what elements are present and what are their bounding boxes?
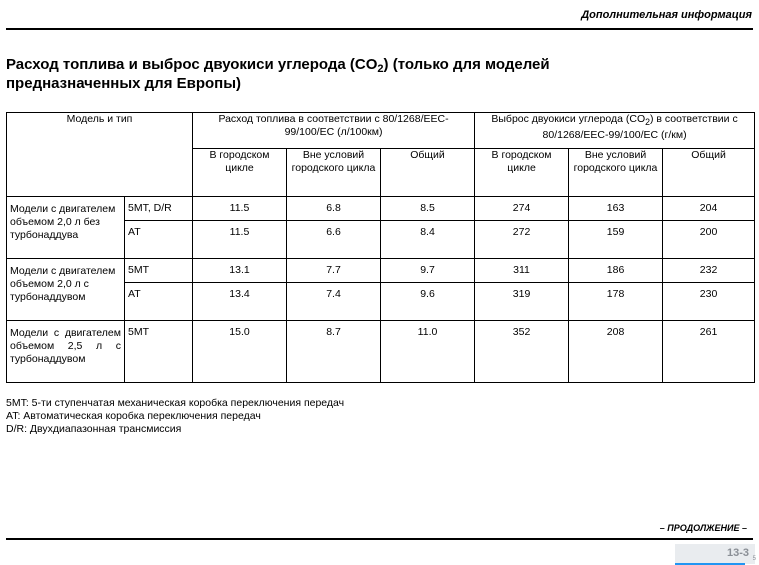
fuel-city-cell: 13.4	[193, 283, 287, 321]
co2-highway-cell: 159	[569, 221, 663, 259]
fuel-total-cell: 8.4	[381, 221, 475, 259]
trans-cell: 5MT	[125, 259, 193, 283]
co2-city-cell: 311	[475, 259, 569, 283]
fuel-emissions-table	[6, 112, 755, 383]
co2-city-cell: 272	[475, 221, 569, 259]
co2-total-cell: 232	[663, 259, 755, 283]
fuel-highway-cell: 6.6	[287, 221, 381, 259]
fuel-city-cell: 15.0	[193, 321, 287, 383]
fuel-total-cell: 11.0	[381, 321, 475, 383]
fuel-total-cell: 9.6	[381, 283, 475, 321]
table-row	[7, 321, 755, 383]
co2-city-cell: 319	[475, 283, 569, 321]
footnote-5mt: 5MT: 5-ти ступенчатая механическая коробка переключения передач	[6, 397, 345, 409]
sub-header-fuel-highway: Вне условий городского цикла	[287, 149, 381, 197]
footnote-at: AT: Автоматическая коробка переключения передач	[6, 410, 261, 422]
co2-highway-cell: 186	[569, 259, 663, 283]
fuel-highway-cell: 7.4	[287, 283, 381, 321]
co2-highway-cell: 163	[569, 197, 663, 221]
sub-header-co2-highway: Вне условий городского цикла	[569, 149, 663, 197]
fuel-city-cell: 13.1	[193, 259, 287, 283]
co2-total-cell: 261	[663, 321, 755, 383]
model-cell: Модели с двигателем объемом 2,0 л без турбонаддува	[7, 197, 125, 259]
sub-header-fuel-total: Общий	[381, 149, 475, 197]
title-text-line2: предназначенных для Европы)	[6, 75, 242, 92]
top-rule	[6, 28, 753, 30]
sub-header-co2-city: В городском цикле	[475, 149, 569, 197]
fuel-city-cell: 11.5	[193, 221, 287, 259]
table-row	[7, 259, 755, 283]
bottom-rule	[6, 538, 753, 540]
co2-total-cell: 204	[663, 197, 755, 221]
co2-city-cell: 274	[475, 197, 569, 221]
fuel-highway-cell: 7.7	[287, 259, 381, 283]
col-header-model: Модель и тип	[7, 113, 193, 197]
model-cell: Модели с двигателем объемом 2,5 л с турбонаддувом	[7, 321, 125, 383]
col-header-fuel: Расход топлива в соответствии с 80/1268/EEC-99/100/EC (л/100км)	[193, 113, 475, 149]
trans-cell: 5MT, D/R	[125, 197, 193, 221]
fuel-total-cell: 9.7	[381, 259, 475, 283]
page-sub-number: 5	[752, 556, 756, 562]
fuel-highway-cell: 6.8	[287, 197, 381, 221]
co2-total-cell: 230	[663, 283, 755, 321]
footnote-dr: D/R: Двухдиапазонная трансмиссия	[6, 423, 182, 435]
co2-total-cell: 200	[663, 221, 755, 259]
trans-cell: 5MT	[125, 321, 193, 383]
fuel-city-cell: 11.5	[193, 197, 287, 221]
title-text-part: Расход топлива и выброс двуокиси углерода (CO	[6, 56, 378, 73]
continued-label: – ПРОДОЛЖЕНИЕ –	[659, 523, 747, 533]
page-number: 13-3	[726, 547, 749, 559]
footnotes	[6, 397, 344, 436]
section-header: Дополнительная информация	[581, 9, 752, 21]
sub-header-co2-total: Общий	[663, 149, 755, 197]
sub-header-fuel-city: В городском цикле	[193, 149, 287, 197]
title-text-part: ) (только для моделей	[383, 56, 550, 73]
fuel-highway-cell: 8.7	[287, 321, 381, 383]
trans-cell: AT	[125, 283, 193, 321]
table-row	[7, 197, 755, 221]
co2-city-cell: 352	[475, 321, 569, 383]
co2-highway-cell: 208	[569, 321, 663, 383]
co2-highway-cell: 178	[569, 283, 663, 321]
col-header-co2: Выброс двуокиси углерода $(CO_2)$ в соответствии с 80/1268/EEC-99/100/EC (г/км)	[475, 113, 755, 149]
trans-cell: AT	[125, 221, 193, 259]
title-subscript: 2	[377, 63, 384, 75]
model-cell: Модели с двигателем объемом 2,0 л с турбонаддувом	[7, 259, 125, 321]
page-title	[6, 55, 751, 93]
fuel-total-cell: 8.5	[381, 197, 475, 221]
